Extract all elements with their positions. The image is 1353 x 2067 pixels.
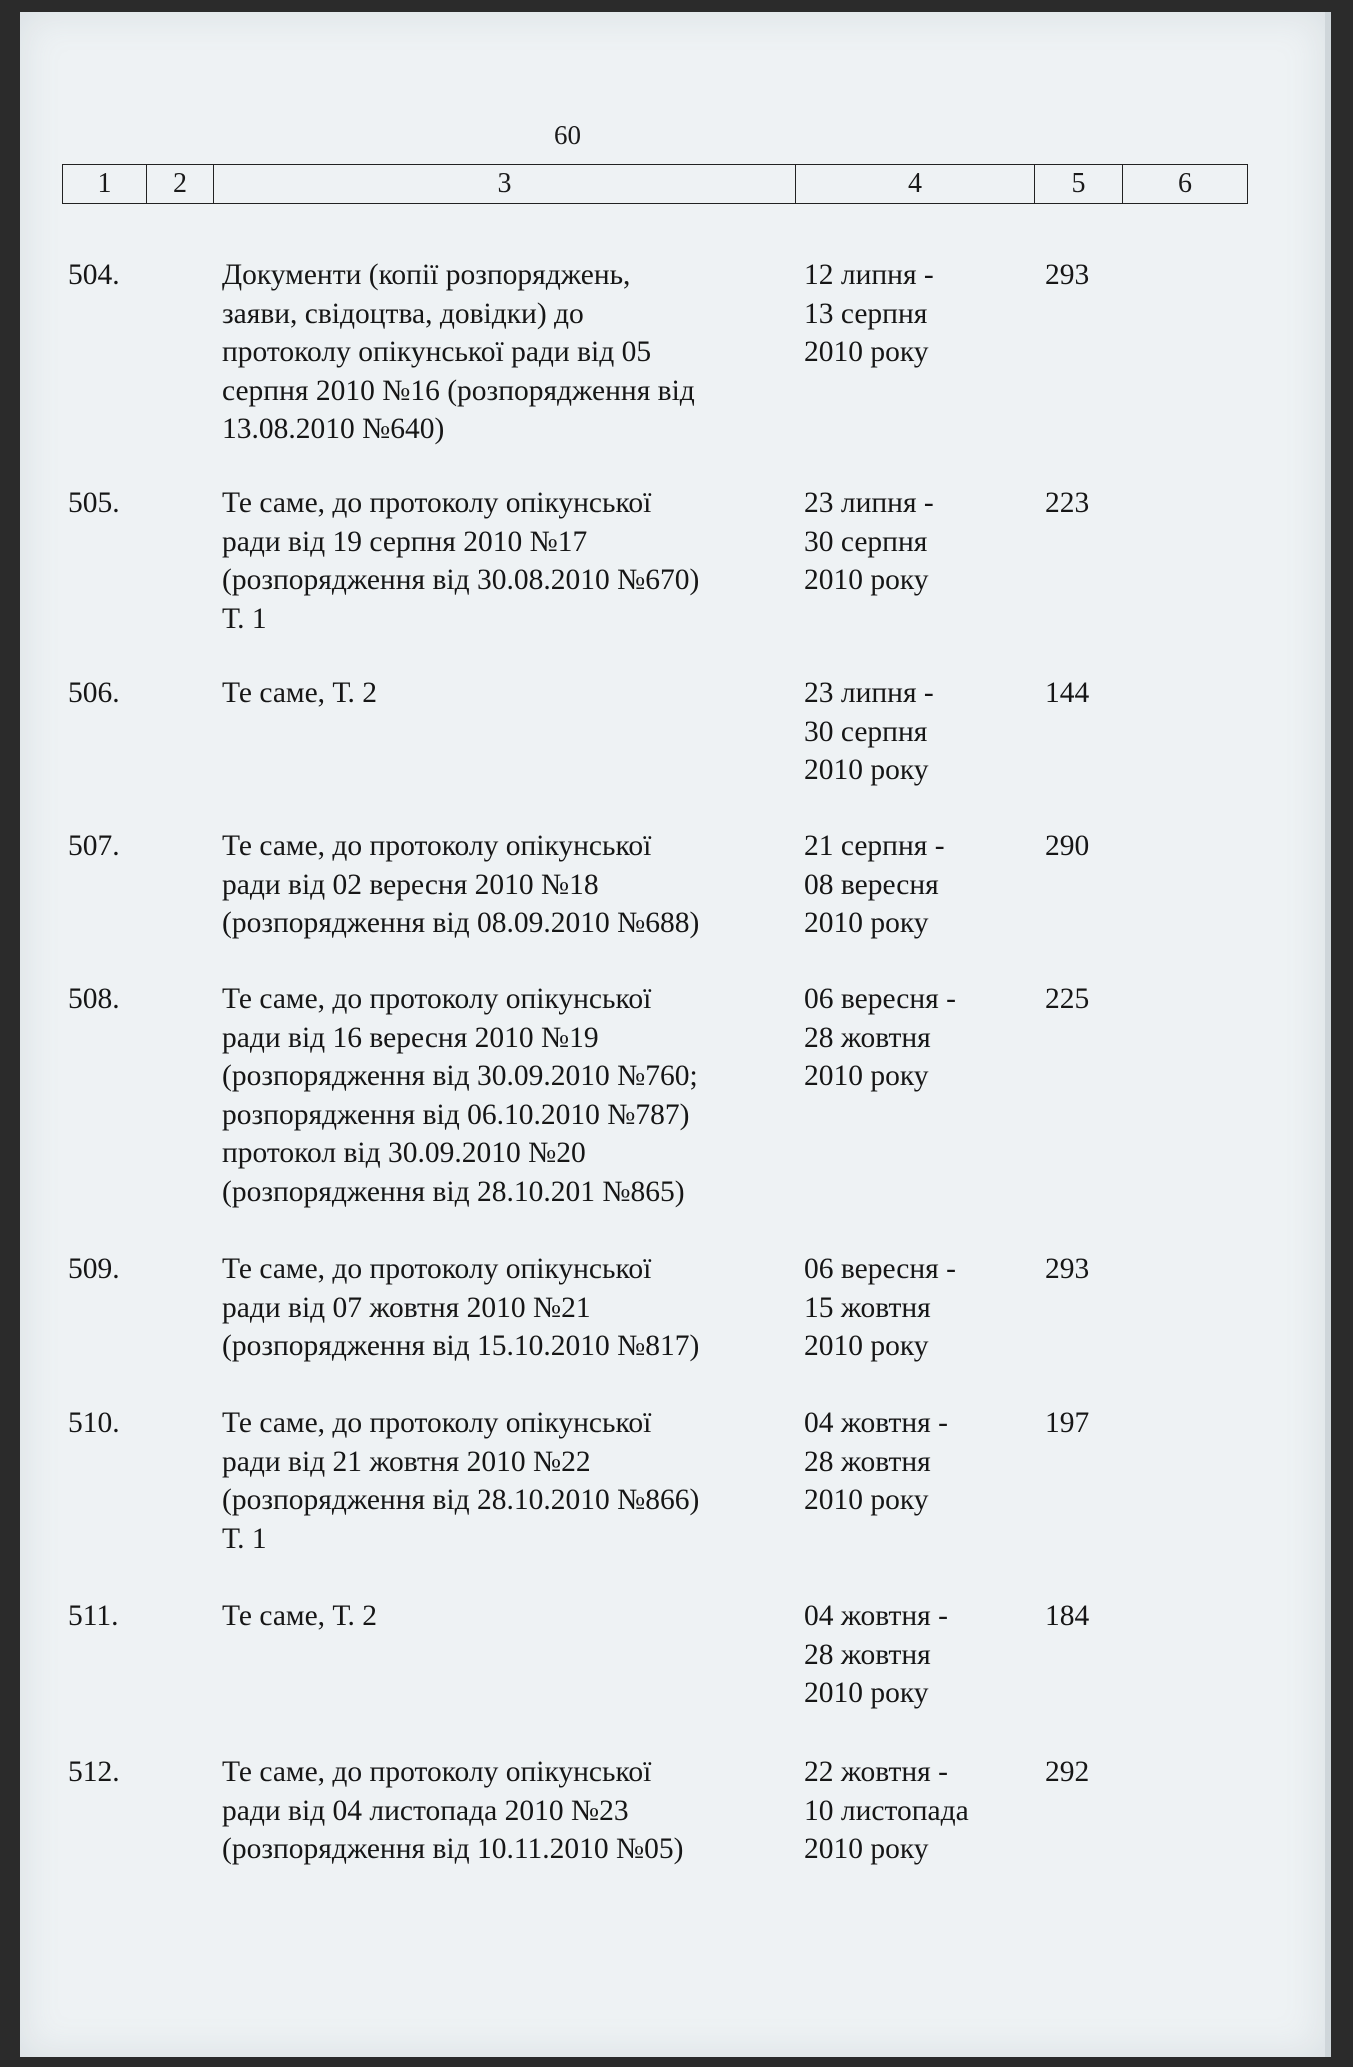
description-line: заяви, свідоцтва, довідки) до <box>222 297 584 330</box>
record-dates <box>804 674 1024 790</box>
description-line: розпорядження від 06.10.2010 №787) <box>222 1098 690 1131</box>
record-dates <box>804 256 1024 372</box>
description-line: ради від 21 жовтня 2010 №22 <box>222 1445 591 1478</box>
date-line: 2010 року <box>804 1833 929 1865</box>
record-page-count: 144 <box>1045 677 1090 709</box>
description-line: протоколу опікунської ради від 05 <box>222 336 652 368</box>
date-line: 22 жовтня - <box>804 1756 948 1788</box>
description-line: ради від 07 жовтня 2010 №21 <box>222 1291 591 1324</box>
date-line: 2010 року <box>804 336 929 368</box>
record-page-count: 197 <box>1045 1407 1090 1439</box>
date-line: 28 жовтня <box>804 1638 931 1671</box>
description-line: 13.08.2010 №640) <box>222 413 445 445</box>
date-line: 04 жовтня - <box>804 1600 948 1632</box>
date-line: 30 серпня <box>804 525 928 558</box>
date-line: 2010 року <box>804 564 929 596</box>
record-number: 511. <box>68 1600 119 1632</box>
date-line: 28 жовтня <box>804 1021 931 1054</box>
description-line: Те саме, до протоколу опікунської <box>222 1756 652 1788</box>
description-line: (розпорядження від 28.10.2010 №866) <box>222 1484 700 1516</box>
record-description <box>222 1250 792 1366</box>
description-line: Те саме, Т. 2 <box>222 677 377 709</box>
record-description <box>222 827 792 943</box>
date-line: 12 липня - <box>804 259 934 291</box>
page-number: 60 <box>554 120 581 150</box>
description-line: (розпорядження від 10.11.2010 №05) <box>222 1833 684 1865</box>
description-line: Те саме, до протоколу опікунської <box>222 830 652 862</box>
record-page-count: 293 <box>1045 1253 1090 1285</box>
record-description <box>222 256 792 449</box>
header-col-1: 1 <box>63 165 147 203</box>
header-col-3: 3 <box>214 165 796 203</box>
date-line: 06 вересня - <box>804 1253 956 1285</box>
description-line: Документи (копії розпоряджень, <box>222 259 631 291</box>
description-line: (розпорядження від 30.09.2010 №760; <box>222 1060 698 1092</box>
header-col-4: 4 <box>796 165 1035 203</box>
date-line: 2010 року <box>804 754 929 786</box>
description-line: Те саме, до протоколу опікунської <box>222 1253 652 1285</box>
header-col-5: 5 <box>1035 165 1123 203</box>
description-line: (розпорядження від 28.10.201 №865) <box>222 1175 685 1208</box>
record-dates <box>804 827 1024 943</box>
record-number: 510. <box>68 1407 120 1439</box>
record-number: 512. <box>68 1756 120 1788</box>
date-line: 2010 року <box>804 1330 929 1362</box>
description-line: (розпорядження від 15.10.2010 №817) <box>222 1330 700 1362</box>
date-line: 28 жовтня <box>804 1445 931 1478</box>
record-number: 506. <box>68 677 120 709</box>
record-page-count: 225 <box>1045 983 1090 1015</box>
record-number: 504. <box>68 259 120 291</box>
description-line: ради від 02 вересня 2010 №18 <box>222 868 599 901</box>
description-line: Те саме, Т. 2 <box>222 1600 377 1632</box>
record-description <box>222 484 792 638</box>
date-line: 15 жовтня <box>804 1291 931 1324</box>
date-line: 06 вересня - <box>804 983 956 1015</box>
date-line: 08 вересня <box>804 868 939 901</box>
record-page-count: 293 <box>1045 259 1090 291</box>
description-line: ради від 19 серпня 2010 №17 <box>222 525 588 558</box>
date-line: 10 листопада <box>804 1794 969 1827</box>
document-page <box>20 12 1325 2057</box>
description-line: (розпорядження від 30.08.2010 №670) <box>222 564 700 596</box>
record-description <box>222 1404 792 1558</box>
description-line: протокол від 30.09.2010 №20 <box>222 1137 586 1169</box>
description-line: Те саме, до протоколу опікунської <box>222 1407 652 1439</box>
description-line: (розпорядження від 08.09.2010 №688) <box>222 907 700 939</box>
description-line: ради від 16 вересня 2010 №19 <box>222 1021 599 1054</box>
description-line: Те саме, до протоколу опікунської <box>222 983 652 1015</box>
record-number: 507. <box>68 830 120 862</box>
date-line: 23 липня - <box>804 487 934 519</box>
description-line: ради від 04 листопада 2010 №23 <box>222 1794 629 1827</box>
description-line: серпня 2010 №16 (розпорядження від <box>222 374 695 407</box>
record-number: 505. <box>68 487 120 519</box>
date-line: 13 серпня <box>804 297 928 330</box>
record-page-count: 184 <box>1045 1600 1090 1632</box>
header-col-6: 6 <box>1178 168 1192 199</box>
date-line: 2010 року <box>804 907 929 939</box>
record-description <box>222 1753 792 1869</box>
description-line: Т. 1 <box>222 602 267 635</box>
record-description <box>222 980 792 1211</box>
page-edge <box>1325 12 1331 2057</box>
record-dates <box>804 484 1024 600</box>
record-page-count: 292 <box>1045 1756 1090 1788</box>
date-line: 2010 року <box>804 1060 929 1092</box>
record-dates <box>804 1250 1024 1366</box>
record-description <box>222 674 792 713</box>
header-col-2: 2 <box>147 165 214 203</box>
record-dates <box>804 980 1024 1096</box>
record-number: 509. <box>68 1253 120 1285</box>
date-line: 30 серпня <box>804 715 928 748</box>
date-line: 2010 року <box>804 1484 929 1516</box>
table-header <box>62 164 1248 204</box>
record-number: 508. <box>68 983 120 1015</box>
record-page-count: 223 <box>1045 487 1090 519</box>
record-dates <box>804 1753 1024 1869</box>
description-line: Т. 1 <box>222 1522 267 1555</box>
record-dates <box>804 1597 1024 1713</box>
record-page-count: 290 <box>1045 830 1090 862</box>
date-line: 23 липня - <box>804 677 934 709</box>
description-line: Те саме, до протоколу опікунської <box>222 487 652 519</box>
date-line: 04 жовтня - <box>804 1407 948 1439</box>
record-dates <box>804 1404 1024 1520</box>
record-description <box>222 1597 792 1636</box>
date-line: 21 серпня - <box>804 830 945 862</box>
date-line: 2010 року <box>804 1677 929 1709</box>
